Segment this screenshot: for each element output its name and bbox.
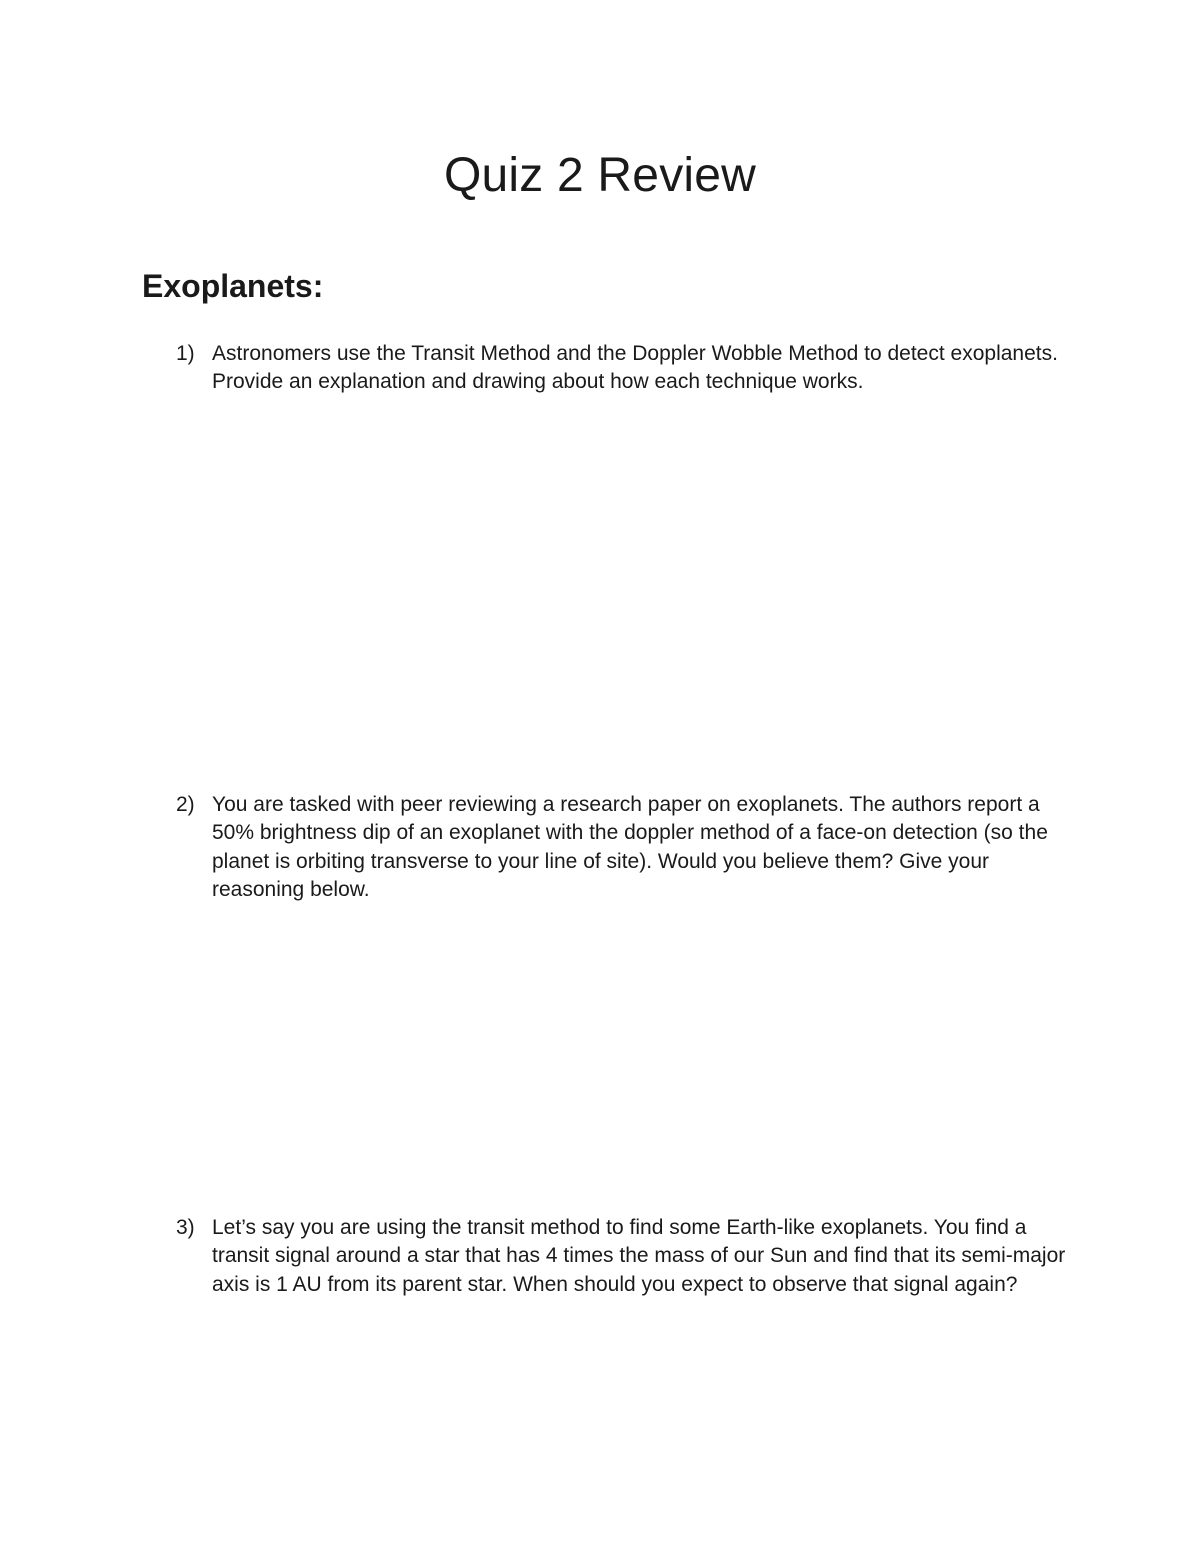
page-title: Quiz 2 Review [443,149,757,202]
section-heading-exoplanets: Exoplanets: [142,268,324,304]
question-number: 3) [176,1216,195,1239]
question-2 [176,791,1076,904]
question-1 [176,340,1076,397]
question-number: 1) [176,342,195,365]
question-number: 2) [176,793,195,816]
question-text: You are tasked with peer reviewing a research paper on exoplanets. The authors report a 50% brightness dip of an exoplanet with the doppler method of a face-on detection (so the planet is orbiting transverse to your line of site). Would you believe them? Give your reasoning below. [212,793,1048,901]
question-text: Astronomers use the Transit Method and the Doppler Wobble Method to detect exoplanets. Provide an explanation and drawing about how each technique works. [212,342,1058,394]
question-3 [176,1214,1076,1299]
question-text: Let’s say you are using the transit method to find some Earth-like exoplanets. You find a transit signal around a star that has 4 times the mass of our Sun and find that its semi-major axis is 1 AU from its parent star. When should you expect to observe that signal again? [212,1216,1066,1296]
